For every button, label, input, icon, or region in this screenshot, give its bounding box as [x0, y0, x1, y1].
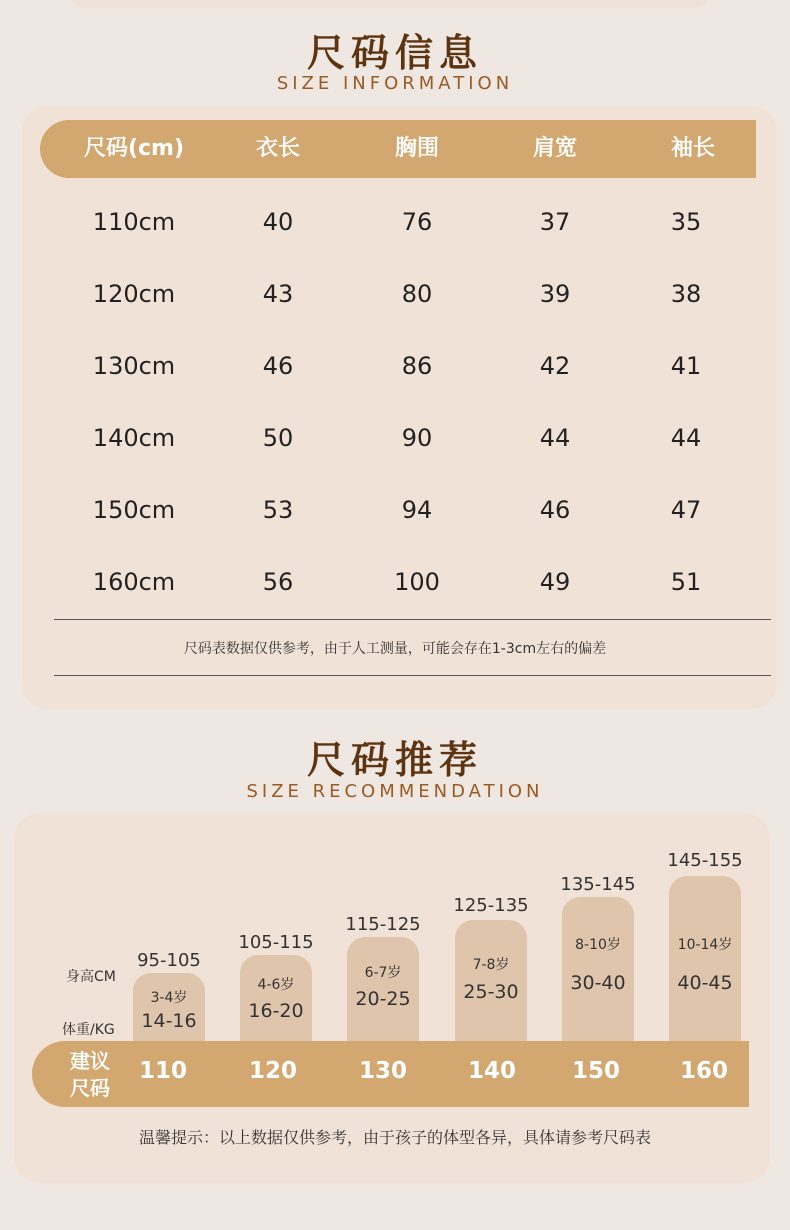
rec-size-value: 140 — [467, 1058, 516, 1084]
cell-sleeve: 38 — [670, 280, 702, 308]
rec-size-value: 120 — [248, 1058, 297, 1084]
rec-weight: 30-40 — [570, 972, 626, 994]
top-decorative-strip — [70, 0, 710, 8]
cell-sleeve: 35 — [670, 208, 702, 236]
cell-length: 53 — [262, 496, 294, 524]
cell-chest: 86 — [401, 352, 433, 380]
rec-height-range: 135-145 — [560, 874, 636, 895]
cell-sleeve: 41 — [670, 352, 702, 380]
cell-length: 50 — [262, 424, 294, 452]
table-row — [0, 418, 790, 458]
cell-chest: 94 — [401, 496, 433, 524]
header-shoulder: 肩宽 — [532, 136, 578, 161]
cell-shoulder: 46 — [539, 496, 571, 524]
cell-length: 43 — [262, 280, 294, 308]
cell-shoulder: 39 — [539, 280, 571, 308]
size-info-title: 尺码信息 — [306, 31, 483, 75]
rec-size-value: 150 — [571, 1058, 620, 1084]
cell-size: 140cm — [92, 424, 176, 452]
table-row — [0, 490, 790, 530]
cell-size: 160cm — [92, 568, 176, 596]
rec-height-range: 145-155 — [667, 850, 743, 871]
size-rec-title: 尺码推荐 — [306, 738, 483, 782]
cell-length: 46 — [262, 352, 294, 380]
weight-label: 体重/KG — [62, 1022, 115, 1038]
table-row — [0, 346, 790, 386]
rec-age: 8-10岁 — [575, 937, 621, 953]
cell-sleeve: 44 — [670, 424, 702, 452]
height-label: 身高CM — [66, 969, 116, 985]
cell-shoulder: 37 — [539, 208, 571, 236]
cell-size: 150cm — [92, 496, 176, 524]
rec-height-range: 95-105 — [137, 950, 201, 971]
header-length: 衣长 — [255, 136, 301, 161]
recommended-size-label-2: 尺码 — [70, 1076, 110, 1100]
rec-weight: 40-45 — [677, 972, 733, 994]
cell-size: 110cm — [92, 208, 176, 236]
rec-size-value: 160 — [679, 1058, 728, 1084]
cell-shoulder: 42 — [539, 352, 571, 380]
cell-chest: 76 — [401, 208, 433, 236]
rec-height-range: 125-135 — [453, 895, 529, 916]
rec-age: 10-14岁 — [677, 937, 733, 953]
rec-size-value: 110 — [138, 1058, 187, 1084]
rec-height-range: 105-115 — [238, 932, 314, 953]
cell-chest: 80 — [401, 280, 433, 308]
rec-age: 3-4岁 — [150, 990, 188, 1006]
rec-pill — [669, 876, 741, 1065]
table-row — [0, 274, 790, 314]
rec-weight: 16-20 — [248, 1000, 304, 1022]
cell-chest: 90 — [401, 424, 433, 452]
cell-length: 40 — [262, 208, 294, 236]
rec-age: 7-8岁 — [472, 957, 510, 973]
warm-tip: 温馨提示：以上数据仅供参考，由于孩子的体型各异，具体请参考尺码表 — [138, 1128, 651, 1147]
cell-size: 130cm — [92, 352, 176, 380]
header-chest: 胸围 — [394, 136, 440, 161]
cell-sleeve: 47 — [670, 496, 702, 524]
cell-sleeve: 51 — [670, 568, 702, 596]
rec-height-range: 115-125 — [345, 914, 421, 935]
rec-weight: 14-16 — [141, 1010, 197, 1032]
cell-length: 56 — [262, 568, 294, 596]
note-rule-top — [54, 619, 771, 620]
header-size: 尺码(cm) — [83, 136, 185, 161]
rec-weight: 25-30 — [463, 981, 519, 1003]
cell-size: 120cm — [92, 280, 176, 308]
size-rec-subtitle: SIZE RECOMMENDATION — [246, 781, 544, 802]
table-row — [0, 202, 790, 242]
size-info-subtitle: SIZE INFORMATION — [276, 73, 514, 94]
rec-age: 4-6岁 — [257, 977, 295, 993]
note-rule-bottom — [54, 675, 771, 676]
cell-shoulder: 44 — [539, 424, 571, 452]
cell-shoulder: 49 — [539, 568, 571, 596]
header-sleeve: 袖长 — [670, 136, 716, 161]
rec-age: 6-7岁 — [364, 965, 402, 981]
recommended-size-label-1: 建议 — [70, 1049, 110, 1073]
rec-size-value: 130 — [358, 1058, 407, 1084]
size-table-note: 尺码表数据仅供参考，由于人工测量，可能会存在1-3cm左右的偏差 — [183, 641, 607, 657]
cell-chest: 100 — [394, 568, 440, 596]
table-row — [0, 562, 790, 602]
rec-weight: 20-25 — [355, 988, 411, 1010]
